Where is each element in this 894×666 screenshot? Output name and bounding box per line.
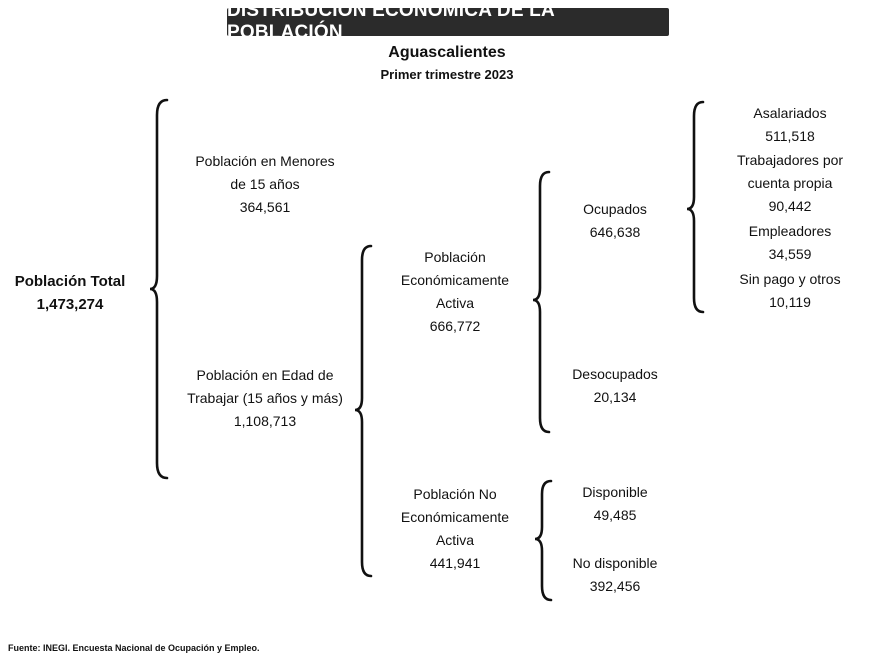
node-cuenta-propia: Trabajadores por cuenta propia 90,442: [736, 152, 844, 214]
node-edad-trabajar: Población en Edad de Trabajar (15 años y más) 1,108,713: [187, 367, 343, 429]
node-pea: Población Económicamente Activa 666,772: [400, 249, 510, 334]
period-subtitle: Primer trimestre 2023: [380, 67, 514, 82]
node-asalariados: Asalariados 511,518: [753, 105, 827, 144]
region-title: Aguascalientes: [388, 44, 506, 61]
node-ocupados: Ocupados 646,638: [583, 201, 647, 240]
node-pnea: Población No Económicamente Activa 441,941: [400, 486, 510, 571]
brace-ocupados: [687, 102, 703, 312]
node-desocupados: Desocupados 20,134: [572, 366, 658, 405]
node-poblacion-total: Población Total 1,473,274: [14, 273, 126, 313]
node-menores-15: Población en Menores de 15 años 364,561: [195, 153, 335, 215]
node-empleadores: Empleadores 34,559: [748, 223, 832, 262]
source-footnote: Fuente: INEGI. Encuesta Nacional de Ocupación y Empleo.: [8, 643, 260, 653]
node-no-disponible: No disponible 392,456: [572, 555, 658, 594]
node-disponible: Disponible 49,485: [582, 484, 648, 523]
page-title: DISTRIBUCIÓN ECONÓMICA DE LA POBLACIÓN: [227, 0, 555, 43]
node-sin-pago: Sin pago y otros 10,119: [739, 271, 841, 310]
